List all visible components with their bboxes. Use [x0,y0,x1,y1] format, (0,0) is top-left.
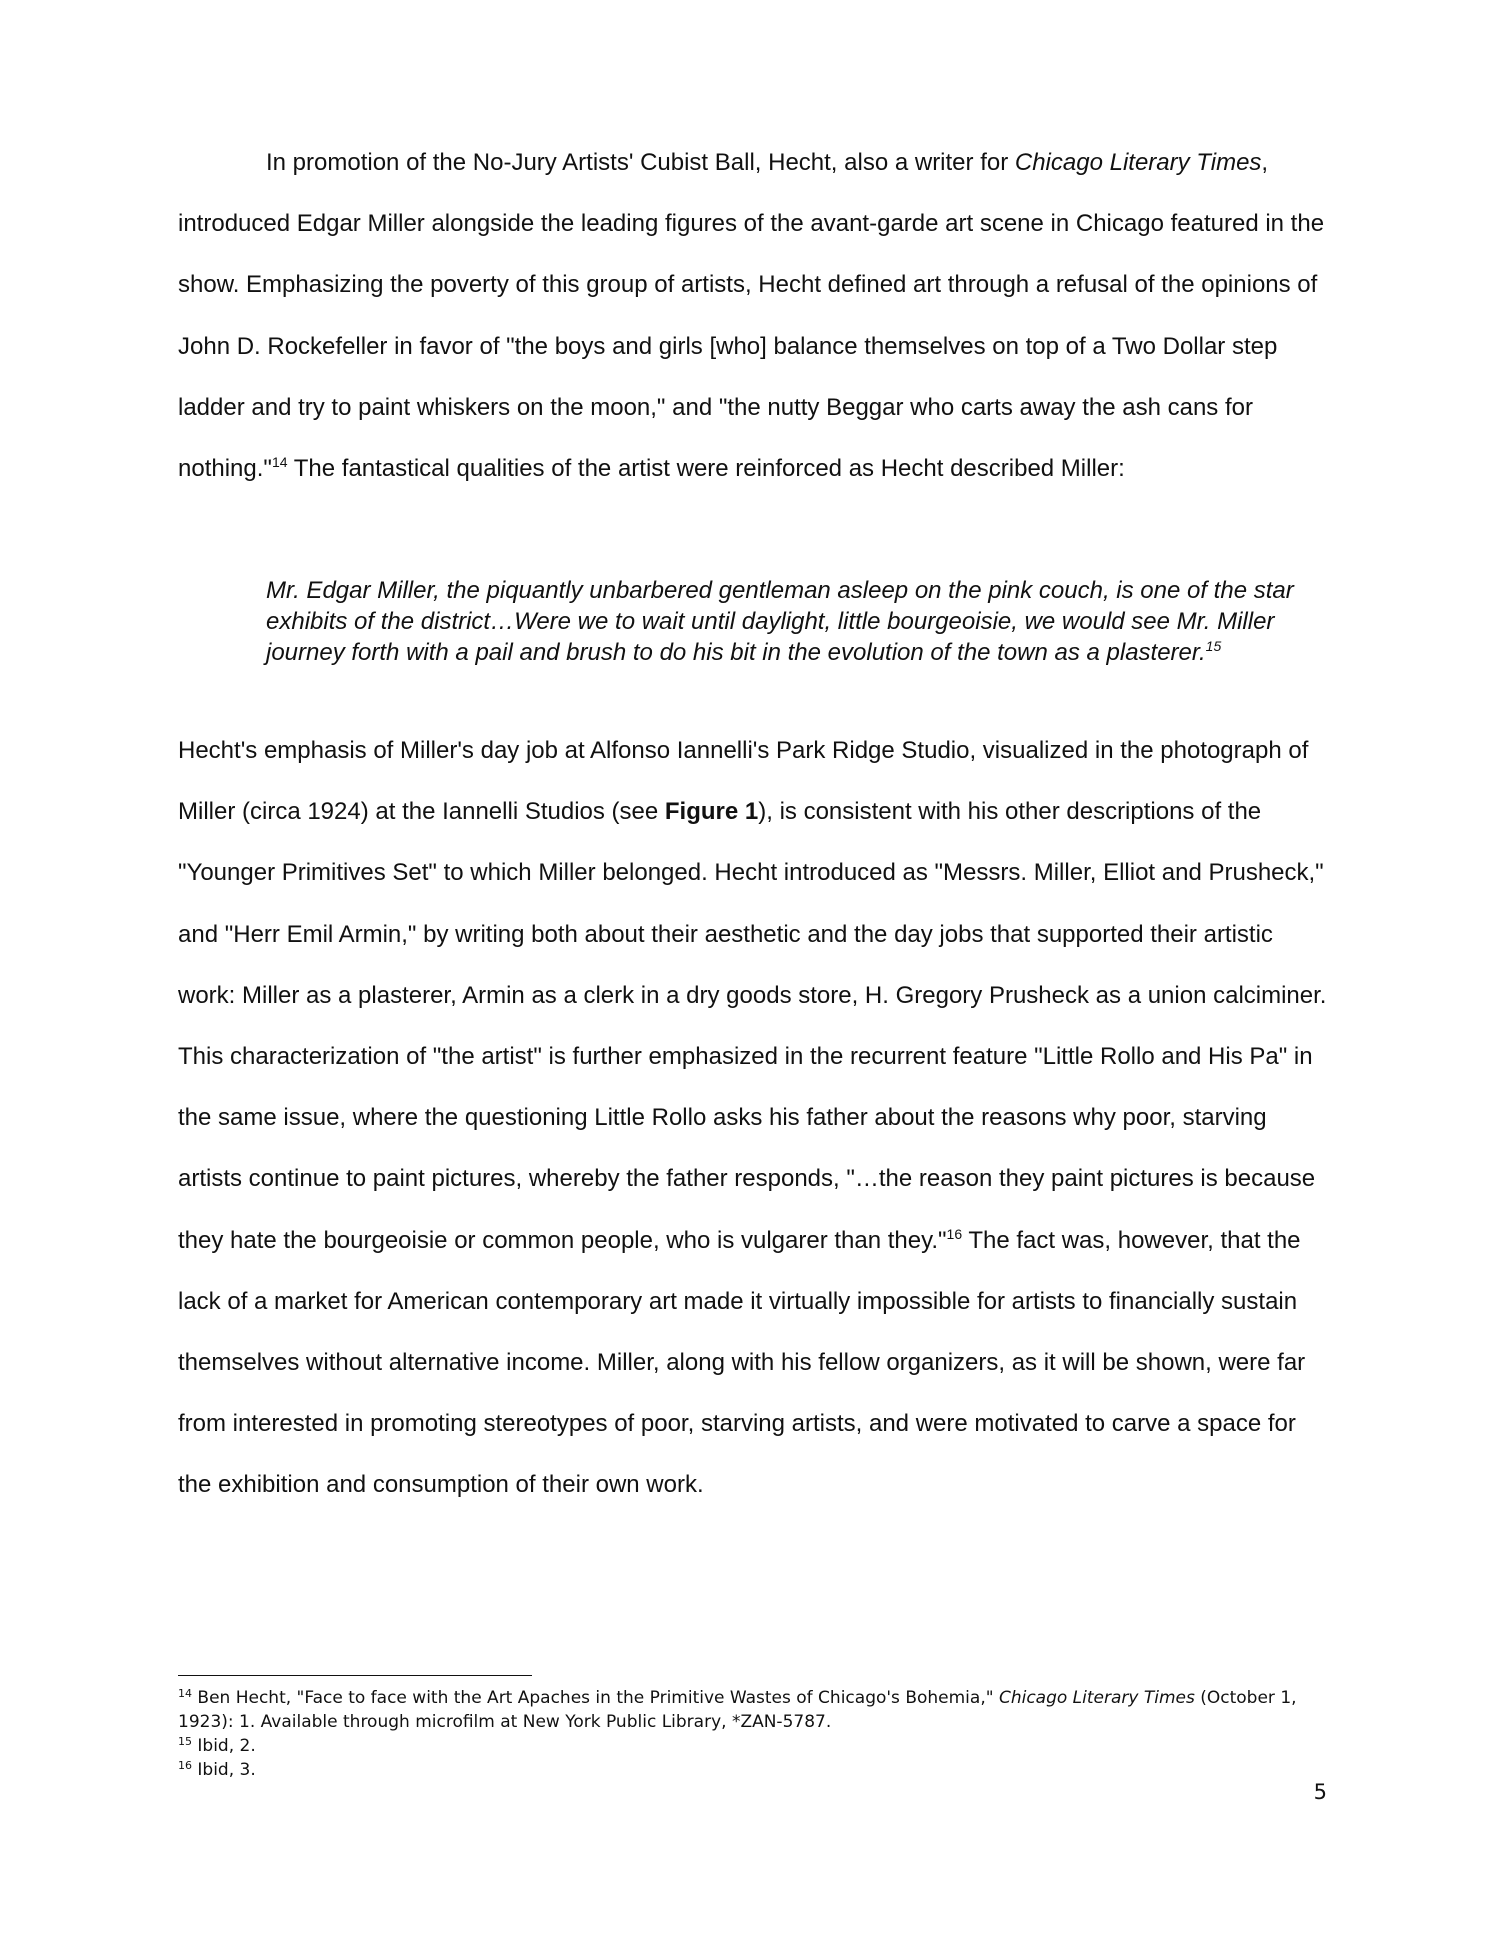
figure-reference[interactable]: Figure 1 [664,798,759,826]
publication-title: Chicago Literary Times [1014,149,1262,176]
footnote-number: 14 [178,1687,192,1700]
footnote-text-cont: (October 1, 1923): 1. Available through microfilm at New York Public Library, *ZAN-5787. [178,1688,1297,1732]
para1-text-2: , introduced Edgar Miller alongside the leading figures of the avant-garde art scene in Chicago featured in the show. Emphasizing the poverty of this group of artists, Hecht defined art through a refusal of the opinions of John D. Rockefeller in favor of "the boys and girls [who] balance themselves on top of a Two Dollar step ladder and try to paint whiskers on the moon," and "the nutty Beggar who carts away the ash cans for nothing." [178,149,1325,483]
para2-text-3: The fact was, however, that the lack of a market for American contemporary art made it virtually impossible for artists to financially sustain themselves without alternative income. Miller, along with his fellow organizers, as it will be shown, were far from interested in promoting stereotypes of poor, starving artists, and were motivated to carve a space for the exhibition and consumption of their own work. [178,1226,1306,1499]
footnotes [178,1686,1328,1782]
page-number: 5 [1313,1780,1327,1804]
footnote-ref-15[interactable]: 15 [1205,638,1222,655]
footnote-publication-title: Chicago Literary Times [998,1688,1195,1708]
block-quote [266,575,1328,669]
footnote-14 [178,1686,1328,1734]
footnote-text: Ibid, 2. [192,1736,256,1756]
body-paragraph-1 [178,132,1328,499]
para2-text-2: ), is consistent with his other descriptions of the "Younger Primitives Set" to which Miller belonged. Hecht introduced as "Messrs. Miller, Elliot and Prusheck," and "Herr Emil Armin," by writing both about their aesthetic and the day jobs that supported their artistic work: Miller as a plasterer, Armin as a clerk in a dry goods store, H. Gregory Prusheck as a union calciminer. This characterization of "the artist" is further emphasized in the recurrent feature "Little Rollo and His Pa" in the same issue, where the questioning Little Rollo asks his father about the reasons why poor, starving artists continue to paint pictures, whereby the father responds, "…the reason they paint pictures is because they hate the bourgeoisie or common people, who is vulgarer than they." [178,798,1327,1254]
footnote-text: Ibid, 3. [192,1760,256,1780]
quote-text: Mr. Edgar Miller, the piquantly unbarbered gentleman asleep on the pink couch, is one of the star exhibits of the district…Were we to wait until daylight, little bourgeoisie, we would see Mr. Miller journey forth with a pail and brush to do his bit in the evolution of the town as a plasterer. [266,577,1294,667]
footnote-text: Ben Hecht, "Face to face with the Art Apaches in the Primitive Wastes of Chicago's Bohemia," [192,1688,999,1708]
footnote-16 [178,1758,1328,1782]
footnote-ref-16[interactable]: 16 [946,1225,963,1242]
para2-text-1: Hecht's emphasis of Miller's day job at Alfonso Iannelli's Park Ridge Studio, visualized in the photograph of Miller (circa 1924) at the Iannelli Studios (see [178,737,1309,826]
footnote-15 [178,1734,1328,1758]
footnote-number: 15 [178,1735,192,1748]
para1-text-3: The fantastical qualities of the artist were reinforced as Hecht described Miller: [287,455,1125,483]
footnote-number: 16 [178,1759,192,1772]
para1-text-1: In promotion of the No-Jury Artists' Cubist Ball, Hecht, also a writer for [266,149,1015,176]
body-paragraph-2 [178,720,1328,1516]
footnote-separator [178,1675,532,1676]
footnote-ref-14[interactable]: 14 [271,454,288,471]
